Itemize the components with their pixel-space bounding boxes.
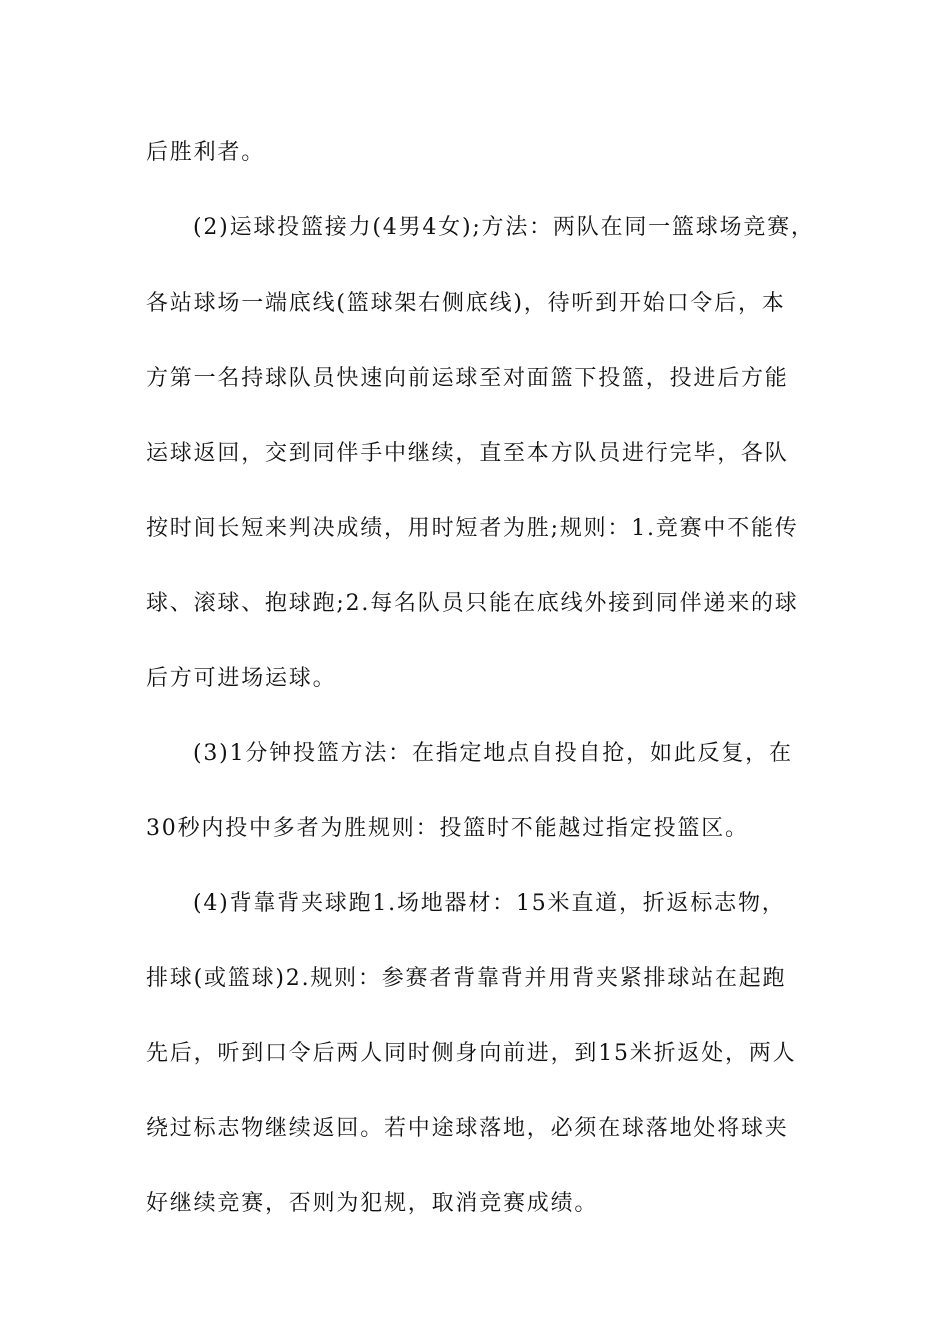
text-line-12: 排球(或篮球)2.规则：参赛者背靠背并用背夹紧排球站在起跑 [146, 966, 787, 991]
text-line-11: (4)背靠背夹球跑1.场地器材：15米直道，折返标志物， [193, 891, 786, 916]
text-line-9: (3)1分钟投篮方法：在指定地点自投自抢，如此反复，在 [193, 741, 793, 766]
text-line-13: 先后，听到口令后两人同时侧身向前进，到15米折返处，两人 [146, 1041, 797, 1066]
text-line-5: 运球返回，交到同伴手中继续，直至本方队员进行完毕，各队 [146, 441, 789, 466]
text-line-1: 后胜利者。 [146, 140, 266, 165]
text-line-4: 方第一名持球队员快速向前运球至对面篮下投篮，投进后方能 [146, 366, 789, 391]
text-line-7: 球、滚球、抱球跑;2.每名队员只能在底线外接到同伴递来的球 [146, 591, 799, 616]
text-line-3: 各站球场一端底线(篮球架右侧底线)，待听到开始口令后，本 [146, 291, 786, 316]
text-line-2: (2)运球投篮接力(4男4女);方法：两队在同一篮球场竞赛， [193, 215, 815, 240]
text-line-6: 按时间长短来判决成绩，用时短者为胜;规则：1.竞赛中不能传 [146, 516, 799, 541]
text-line-8: 后方可进场运球。 [146, 666, 337, 691]
text-line-14: 绕过标志物继续返回。若中途球落地，必须在球落地处将球夹 [146, 1116, 789, 1141]
text-line-10: 30秒内投中多者为胜规则：投篮时不能越过指定投篮区。 [146, 816, 749, 841]
text-line-15: 好继续竞赛，否则为犯规，取消竞赛成绩。 [146, 1191, 599, 1216]
